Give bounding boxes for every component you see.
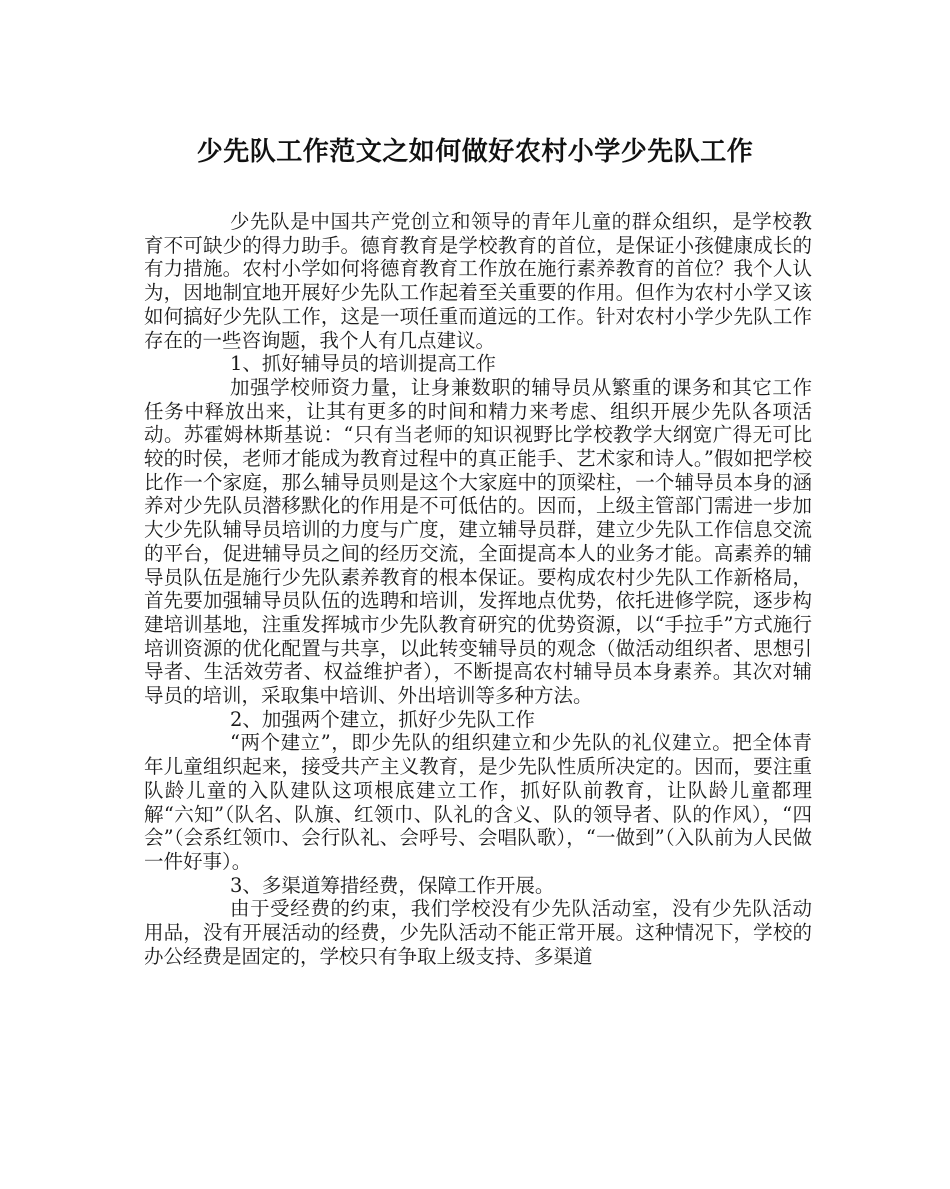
paragraph-section-1: 加强学校师资力量，让身兼数职的辅导员从繁重的课务和其它工作任务中释放出来，让其有更多的时间和精力来考虑、组织开展少先队各项活动。苏霍姆林斯基说：“只有当老师的知识视野比学校教学大纲宽广得无可比较的时侯，老师才能成为教育过程中的真正能手、艺术家和诗人。”假如把学校比作一个家庭，那么辅导员则是这个大家庭中的顶梁柱，一个辅导员本身的涵养对少先队员潜移默化的作用是不可低估的。因而，上级主管部门需进一步加大少先队辅导员培训的力度与广度，建立辅导员群，建立少先队工作信息交流的平台，促进辅导员之间的经历交流，全面提高本人的业务才能。高素养的辅导员队伍是施行少先队素养教育的根本保证。要构成农村少先队工作新格局，首先要加强辅导员队伍的选聘和培训，发挥地点优势，依托进修学院，逐步构建培训基地，注重发挥城市少先队教育研究的优势资源，以“手拉手”方式施行培训资源的优化配置与共享，以此转变辅导员的观念（做活动组织者、思想引导者、生活效劳者、权益维护者），不断提高农村辅导员本身素养。其次对辅导员的培训，采取集中培训、外出培训等多种方法。 (144, 375, 812, 708)
paragraph-intro: 少先队是中国共产党创立和领导的青年儿童的群众组织，是学校教育不可缺少的得力助手。德育教育是学校教育的首位，是保证小孩健康成长的有力措施。农村小学如何将德育教育工作放在施行素养教育的首位？我个人认为，因地制宜地开展好少先队工作起着至关重要的作用。但作为农村小学又该如何搞好少先队工作，这是一项任重而道远的工作。针对农村小学少先队工作存在的一些咨询题，我个人有几点建议。 (144, 210, 812, 352)
paragraph-section-2: “两个建立”，即少先队的组织建立和少先队的礼仪建立。把全体青年儿童组织起来，接受共产主义教育，是少先队性质所决定的。因而，要注重队龄儿童的入队建队这项根底建立工作，抓好队前教育，让队龄儿童都理解“六知”（队名、队旗、红领巾、队礼的含义、队的领导者、队的作风），“四会”（会系红领巾、会行队礼、会呼号、会唱队歌），“一做到”（入队前为人民做一件好事）。 (144, 731, 812, 873)
section-heading-2: 2、加强两个建立，抓好少先队工作 (230, 707, 535, 731)
section-heading-3: 3、多渠道筹措经费，保障工作开展。 (230, 873, 555, 897)
document-title: 少先队工作范文之如何做好农村小学少先队工作 (196, 137, 754, 167)
section-heading-1: 1、抓好辅导员的培训提高工作 (230, 352, 496, 376)
paragraph-section-3: 由于受经费的约束，我们学校没有少先队活动室，没有少先队活动用品，没有开展活动的经费，少先队活动不能正常开展。这种情况下，学校的办公经费是固定的，学校只有争取上级支持、多渠道 (144, 897, 812, 968)
document-body (144, 210, 812, 969)
